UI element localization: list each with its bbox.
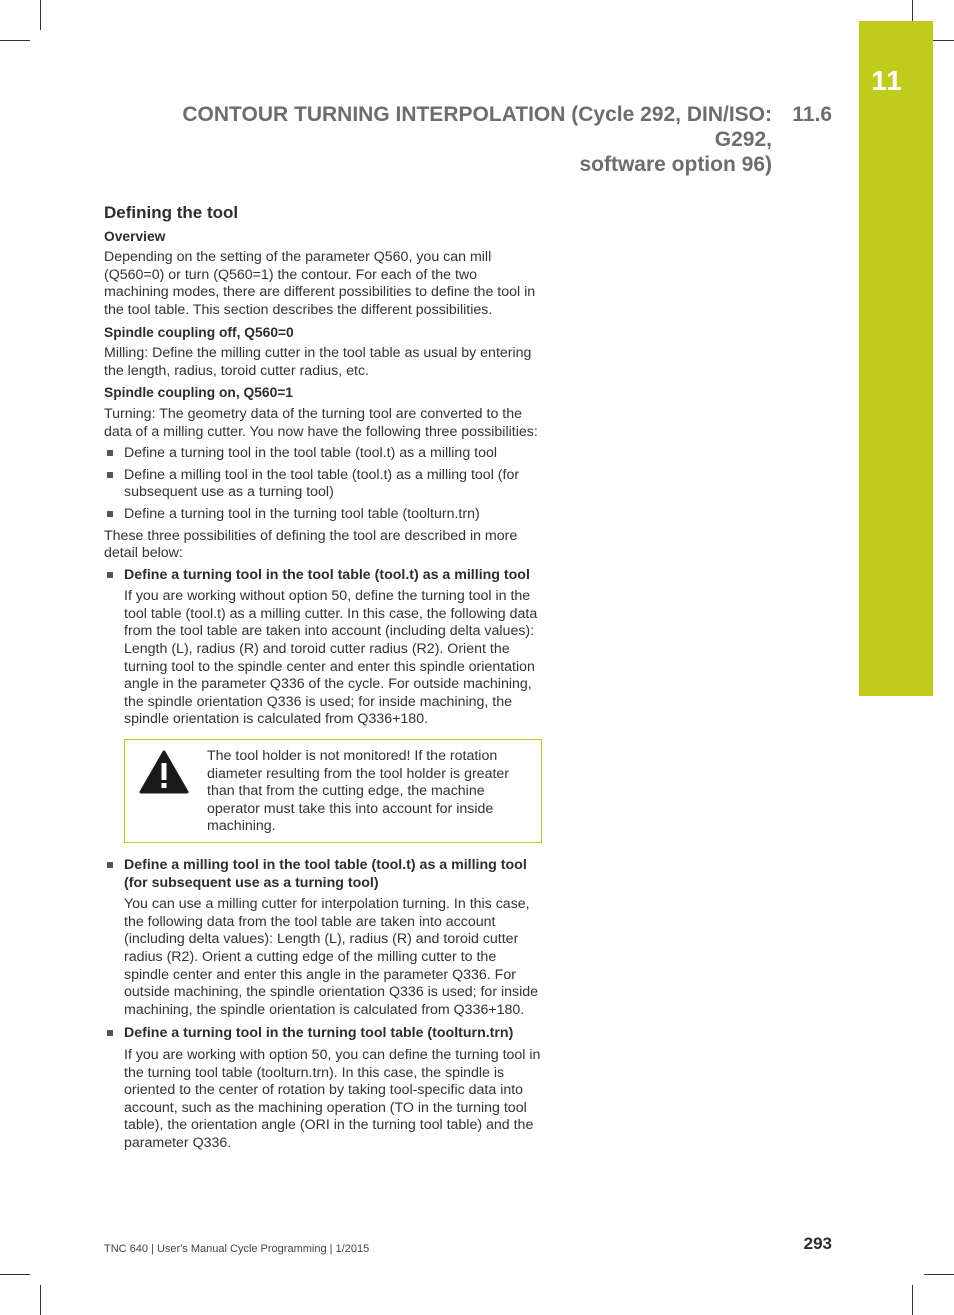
section-title: Defining the tool (104, 203, 239, 222)
details-intro: These three possibilities of defining the tool are described in more detail below: (104, 527, 518, 562)
detail-text: You can use a milling cutter for interpolation turning. In this case, the following data from the tool table are taken into account (including delta values): Length (L), radius (R) and toroid cutter radius (R2). Orient a cutting edge of the milling cutter to the spindle center and enter this angle in the parameter Q336. For outside machining, the spindle orientation Q336 is used; for inside machining, the spindle orientation is calculated from Q336+180. (124, 896, 539, 1018)
page-number: 293 (803, 1234, 832, 1253)
bullet-icon (107, 511, 113, 517)
detail-title-text: Define a milling tool in the tool table (tool.t) as a milling tool (for subsequent use as a turning tool) (124, 857, 527, 891)
running-header (120, 102, 832, 177)
crop-mark (40, 1285, 41, 1315)
section-number: 11.6 (792, 103, 832, 126)
list-item-text: Define a milling tool in the tool table (tool.t) as a milling tool (for subsequent use as a turning tool) (124, 466, 520, 501)
detail-title (104, 1025, 544, 1043)
main-content (104, 204, 544, 1159)
coupling-off-text: Milling: Define the milling cutter in the tool table as usual by entering the length, radius, toroid cutter radius, etc. (104, 345, 532, 379)
warning-box (124, 739, 542, 843)
list-item-text: Define a turning tool in the tool table (tool.t) as a milling tool (124, 445, 498, 462)
header-title-line1: CONTOUR TURNING INTERPOLATION (Cycle 292, DIN/ISO: G292, (182, 103, 772, 151)
detail-title (104, 567, 544, 585)
detail-title (104, 857, 544, 892)
coupling-off-heading: Spindle coupling off, Q560=0 (104, 324, 294, 340)
bullet-icon (107, 572, 113, 578)
options-list (104, 445, 544, 523)
list-item (104, 445, 544, 463)
bullet-icon (107, 472, 113, 478)
crop-mark (0, 40, 30, 41)
coupling-on-heading: Spindle coupling on, Q560=1 (104, 385, 293, 401)
detail-title-text: Define a turning tool in the tool table (tool.t) as a milling tool (124, 566, 530, 583)
bullet-icon (107, 1030, 113, 1036)
overview-heading: Overview (104, 228, 166, 244)
warning-icon (139, 750, 189, 794)
details-list (104, 1025, 544, 1043)
crop-mark (0, 1274, 30, 1275)
details-list (104, 857, 544, 892)
header-title-line2: software option 96) (579, 153, 772, 176)
bullet-icon (107, 862, 113, 868)
crop-mark (40, 0, 41, 30)
coupling-on-text: Turning: The geometry data of the turning tool are converted to the data of a milling cutter. You now have the following three possibilities: (104, 405, 538, 440)
overview-text: Depending on the setting of the parameter Q560, you can mill (Q560=0) or turn (Q560=1) the contour. For each of the two machining modes, there are different possibilities to define the tool in the tool table. This section describes the different possibilities. (104, 249, 536, 318)
list-item (104, 506, 544, 524)
list-item (104, 467, 544, 502)
detail-text: If you are working with option 50, you can define the turning tool in the turning tool table (toolturn.trn). In this case, the spindle is oriented to the center of rotation by taking tool-specific data into account, such as the machining operation (TO in the turning tool table), the orientation angle (ORI in the turning tool table) and the parameter Q336. (124, 1046, 541, 1151)
list-item-text: Define a turning tool in the turning tool table (toolturn.trn) (124, 505, 480, 522)
bullet-icon (107, 450, 113, 456)
details-list (104, 567, 544, 585)
chapter-number: 11 (871, 65, 903, 96)
crop-mark (912, 1285, 913, 1315)
chapter-tab (859, 21, 933, 696)
detail-title-text: Define a turning tool in the turning tool table (toolturn.trn) (124, 1025, 514, 1042)
footer-text: TNC 640 | User's Manual Cycle Programming | 1/2015 (104, 1243, 370, 1255)
detail-text: If you are working without option 50, define the turning tool in the tool table (tool.t) as a milling cutter. In this case, the following data from the tool table are taken into account (including delta values): Length (L), radius (R) and toroid cutter radius (R2). Orient the turning tool to the spindle center and enter this spindle orientation angle in the parameter Q336 of the cycle. For outside machining, the spindle orientation Q336 is used; for inside machining, the spindle orientation is calculated from Q336+180. (124, 588, 538, 728)
crop-mark (924, 1274, 954, 1275)
warning-text: The tool holder is not monitored! If the rotation diameter resulting from the tool holder is greater than that from the cutting edge, the machine operator must take this into account for inside machining. (207, 748, 510, 835)
